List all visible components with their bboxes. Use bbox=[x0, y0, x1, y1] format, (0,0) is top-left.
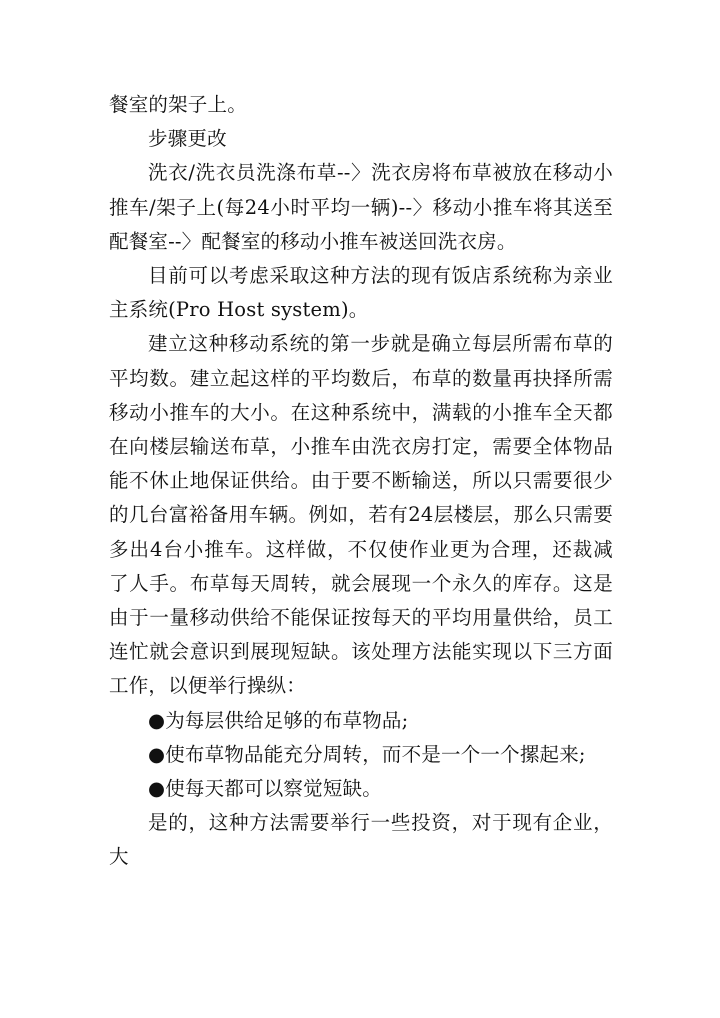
paragraph-closing: 是的，这种方法需要举行一些投资，对于现有企业，大 bbox=[109, 811, 613, 869]
paragraph-mobile-system: 建立这种移动系统的第一步就是确立每层所需布草的平均数。建立起这样的平均数后，布草的数量再抉择所需移动小推车的大小。在这种系统中，满载的小推车全天都在向楼层输送布草，小推车由洗衣房打定，需要全体物品能不休止地保证供给。由于要不断输送，所以只需要很少的几台富裕备用车辆。例如，若有24层楼层，那么只需要多出4台小推车。这样做，不仅使作业更为合理，还裁减了人手。布草每天周转，就会展现一个永久的库存。这是由于一量移动供给不能保证按每天的平均用量供给，员工连忙就会意识到展现短缺。该处理方法能实现以下三方面工作，以便举行操纵： bbox=[109, 332, 613, 698]
paragraph-process-flow: 洗衣/洗衣员洗涤布草--〉洗衣房将布草被放在移动小推车/架子上(每24小时平均一辆)--〉移动小推车将其送至配餐室--〉配餐室的移动小推车被送回洗衣房。 bbox=[109, 161, 613, 253]
bullet-item: ●使布草物品能充分周转，而不是一个一个摞起来; bbox=[148, 742, 586, 766]
bullet-item: ●为每层供给足够的布草物品; bbox=[148, 708, 409, 732]
paragraph-continuation: 餐室的架子上。 bbox=[109, 93, 247, 116]
bullet-item: ●使每天都可以察觉短缺。 bbox=[148, 777, 382, 801]
paragraph-heading-steps: 步骤更改 bbox=[148, 127, 227, 151]
document-body bbox=[109, 88, 613, 875]
paragraph-system-name: 目前可以考虑采取这种方法的现有饭店系统称为亲业主系统(Pro Host system)。 bbox=[109, 264, 613, 322]
